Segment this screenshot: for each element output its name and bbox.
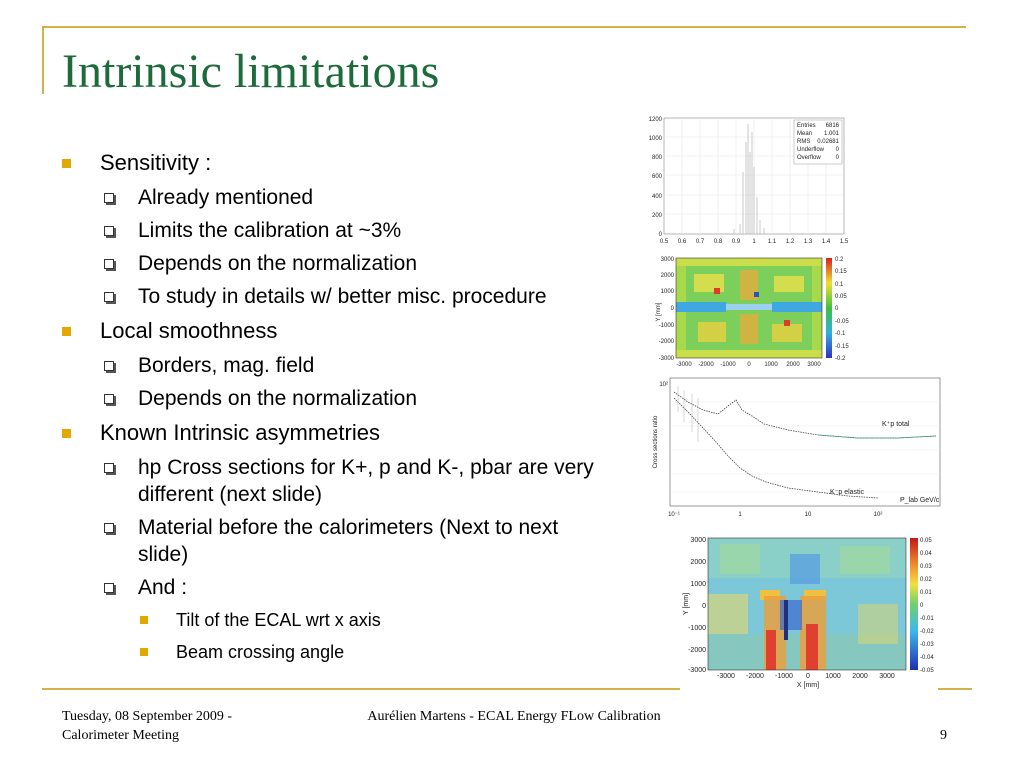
y-tick: -1000 xyxy=(688,625,706,632)
x-tick: 0.8 xyxy=(713,239,723,245)
z-tick: -0.04 xyxy=(920,655,934,661)
z-tick: -0.2 xyxy=(835,356,846,362)
sub-bullet: Limits the calibration at ~3% xyxy=(60,217,640,244)
sub-sub-bullet: Tilt of the ECAL wrt x axis xyxy=(60,607,640,633)
x-tick: 1.4 xyxy=(821,239,831,245)
z-tick: -0.05 xyxy=(835,319,849,325)
calibration-map-large-figure xyxy=(680,534,938,690)
z-tick: 0.02 xyxy=(920,577,932,583)
x-tick: 0 xyxy=(806,673,810,680)
y-tick: 800 xyxy=(651,155,662,161)
x-tick: 10⁻¹ xyxy=(668,512,680,518)
x-tick: 1000 xyxy=(825,673,841,680)
sub-sub-bullet: Beam crossing angle xyxy=(60,639,640,665)
y-tick: 1000 xyxy=(690,581,706,588)
x-tick: -1000 xyxy=(775,673,793,680)
z-scale-bar xyxy=(826,258,832,358)
x-tick: 10² xyxy=(873,512,883,518)
x-axis-label: X [mm] xyxy=(796,682,820,689)
y-tick: 10² xyxy=(659,382,668,388)
y-tick: -3000 xyxy=(658,356,674,362)
y-axis-label: Cross sections ratio xyxy=(653,415,659,469)
x-tick: 0.9 xyxy=(731,239,741,245)
y-tick: 3000 xyxy=(660,257,674,263)
z-tick: -0.03 xyxy=(920,642,934,648)
heatmap-cells xyxy=(676,258,822,358)
x-tick: -2000 xyxy=(746,673,764,680)
bullet-local-smoothness: Local smoothness xyxy=(60,316,640,346)
bullet-known-asymmetries: Known Intrinsic asymmetries xyxy=(60,418,640,448)
z-tick: 0 xyxy=(920,603,924,609)
frame-top-line xyxy=(42,26,966,28)
sub-bullet: Material before the calorimeters (Next to next slide) xyxy=(60,514,598,568)
stat-label: Overflow xyxy=(797,155,821,161)
curve-label-total: K⁺p total xyxy=(882,421,910,428)
y-tick: 0 xyxy=(702,603,706,610)
y-tick: 1200 xyxy=(648,117,662,123)
histogram-figure xyxy=(646,112,854,250)
z-tick: 0.05 xyxy=(920,538,932,544)
frame-left-line xyxy=(42,26,44,94)
bullet-list xyxy=(60,146,640,671)
sub-bullet: To study in details w/ better misc. procedure xyxy=(60,283,640,310)
z-tick: 0.04 xyxy=(920,551,932,557)
x-tick: -2000 xyxy=(698,362,714,368)
z-tick: 0.03 xyxy=(920,564,932,570)
sub-bullet: Borders, mag. field xyxy=(60,352,640,379)
y-tick: 0 xyxy=(658,232,662,238)
z-tick: -0.1 xyxy=(835,331,846,337)
x-tick: 1 xyxy=(738,512,742,518)
stat-value: 0 xyxy=(835,147,839,153)
x-tick: 2000 xyxy=(852,673,868,680)
footer-author: Aurélien Martens - ECAL Energy FLow Calibration xyxy=(367,709,661,724)
z-tick: -0.02 xyxy=(920,629,934,635)
stat-value: 0.02681 xyxy=(817,139,839,145)
z-tick: 0.1 xyxy=(835,282,844,288)
sub-bullet: And : xyxy=(60,574,640,601)
z-tick: 0.2 xyxy=(835,257,844,263)
x-tick: 0.7 xyxy=(695,239,705,245)
z-tick: 0.05 xyxy=(835,294,847,300)
x-tick: 1.2 xyxy=(785,239,795,245)
bullet-sensitivity: Sensitivity : xyxy=(60,148,640,178)
y-tick: 2000 xyxy=(660,273,674,279)
sub-bullet: Depends on the normalization xyxy=(60,250,640,277)
x-tick: 2000 xyxy=(786,362,800,368)
y-tick: -3000 xyxy=(688,667,706,674)
x-tick: 1.5 xyxy=(839,239,849,245)
sub-bullet: Depends on the normalization xyxy=(60,385,640,412)
y-tick: 3000 xyxy=(690,537,706,544)
z-tick: -0.15 xyxy=(835,344,849,350)
x-tick: 0.6 xyxy=(677,239,687,245)
y-tick: 0 xyxy=(670,306,674,312)
y-tick: 200 xyxy=(651,213,662,219)
z-tick: -0.01 xyxy=(920,616,934,622)
stat-value: 6816 xyxy=(825,123,839,129)
x-tick: 1.1 xyxy=(767,239,777,245)
x-axis-label: P_lab GeV/c xyxy=(900,497,940,504)
stat-label: Entries xyxy=(797,123,816,129)
y-tick: 2000 xyxy=(690,559,706,566)
z-scale-bar xyxy=(910,538,918,670)
stat-label: RMS xyxy=(797,139,811,145)
y-tick: -1000 xyxy=(658,323,674,329)
x-tick: 10 xyxy=(804,512,812,518)
page-number: 9 xyxy=(940,728,947,743)
y-tick: 1000 xyxy=(660,289,674,295)
sub-bullet: Already mentioned xyxy=(60,184,640,211)
stat-value: 0 xyxy=(835,155,839,161)
stat-label: Mean xyxy=(797,131,813,137)
y-tick: 400 xyxy=(651,194,662,200)
z-tick: -0.05 xyxy=(920,668,934,674)
x-tick: 0.5 xyxy=(659,239,669,245)
stat-label: Underflow xyxy=(797,147,825,153)
footer-date: Tuesday, 08 September 2009 - Calorimeter Meeting xyxy=(62,709,233,743)
slide-title: Intrinsic limitations xyxy=(62,45,440,98)
y-tick: 600 xyxy=(651,174,662,180)
x-tick: 3000 xyxy=(807,362,821,368)
z-tick: 0.15 xyxy=(835,269,847,275)
x-tick: -3000 xyxy=(676,362,692,368)
x-tick: -3000 xyxy=(717,673,735,680)
curve-label-elastic: K⁻p elastic xyxy=(830,489,865,496)
heatmap-cells xyxy=(708,538,906,670)
y-axis-label: Y [mm] xyxy=(656,302,662,322)
x-tick: 1.3 xyxy=(803,239,813,245)
x-tick: 3000 xyxy=(879,673,895,680)
stat-value: 1.001 xyxy=(823,131,839,137)
x-tick: 1000 xyxy=(764,362,778,368)
y-tick: -2000 xyxy=(658,339,674,345)
x-tick: 0 xyxy=(747,362,751,368)
sub-bullet: hp Cross sections for K+, p and K-, pbar are very different (next slide) xyxy=(60,454,598,508)
calibration-map-figure xyxy=(654,252,864,370)
z-tick: 0.01 xyxy=(920,590,932,596)
y-tick: -2000 xyxy=(688,647,706,654)
z-tick: 0 xyxy=(835,306,839,312)
cross-section-figure xyxy=(648,372,944,520)
x-tick: -1000 xyxy=(720,362,736,368)
y-axis-label: Y [mm] xyxy=(683,592,690,616)
x-tick: 1 xyxy=(752,239,756,245)
y-tick: 1000 xyxy=(648,136,662,142)
